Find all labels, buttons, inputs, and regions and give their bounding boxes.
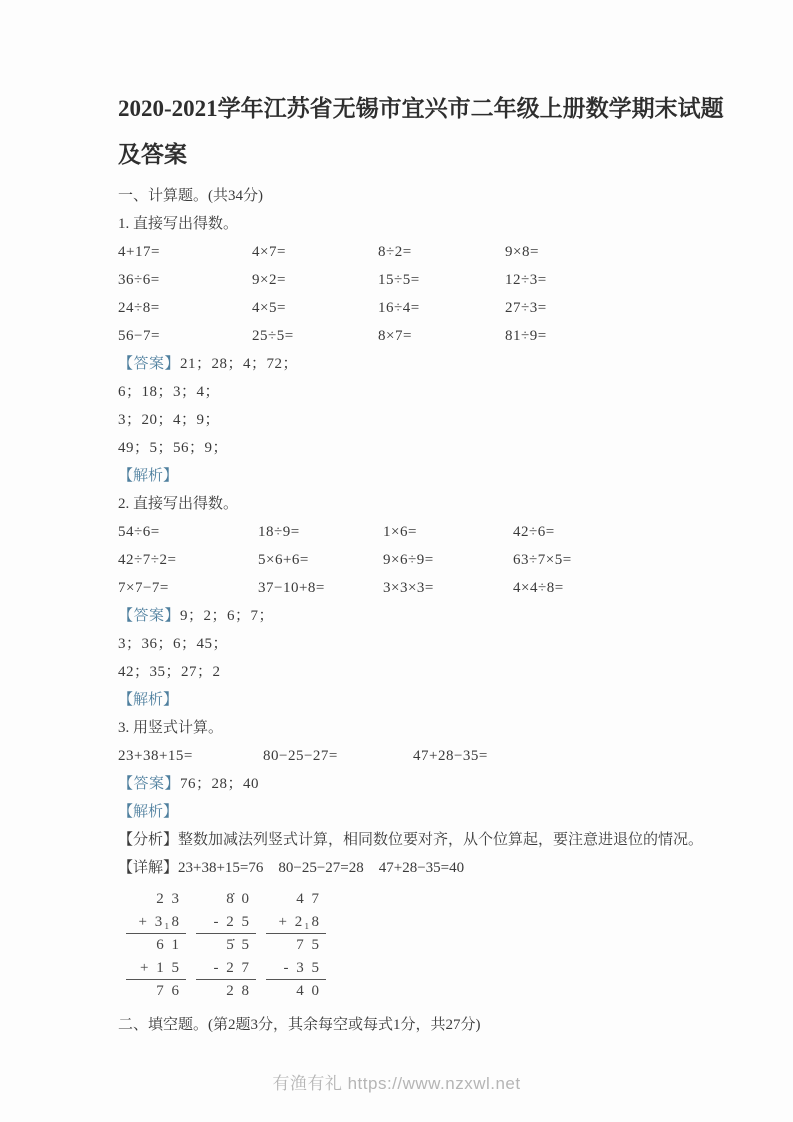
expression: 56−7= bbox=[118, 328, 160, 344]
answer-line: 49；5；56；9； bbox=[118, 440, 229, 456]
expression: 8÷2= bbox=[378, 244, 412, 260]
analysis-label: 【解析】 bbox=[118, 692, 179, 708]
vertical-calculations bbox=[118, 888, 726, 1003]
calc-grid-1 bbox=[118, 238, 726, 350]
answer-values: 21；28；4；72； bbox=[180, 356, 299, 372]
expression: 4×5= bbox=[252, 300, 286, 316]
expression: 15÷5= bbox=[378, 272, 420, 288]
footer-text: 有渔有礼 https://www.nzxwl.net bbox=[272, 1074, 521, 1093]
problem-2-label: 2. 直接写出得数。 bbox=[118, 496, 239, 512]
expression: 12÷3= bbox=[505, 272, 547, 288]
expression: 18÷9= bbox=[258, 524, 300, 540]
detail-line: 【详解】23+38+15=76 80−25−27=28 47+28−35=40 bbox=[118, 860, 465, 876]
answer-values: 9；2；6；7； bbox=[180, 608, 275, 624]
answer-line bbox=[118, 350, 726, 378]
vc-row: + 3₁8 bbox=[126, 911, 186, 934]
expression: 24÷8= bbox=[118, 300, 160, 316]
expression: 4+17= bbox=[118, 244, 160, 260]
analysis-label: 【解析】 bbox=[118, 804, 179, 820]
expression: 9×2= bbox=[252, 272, 286, 288]
expression: 42÷6= bbox=[513, 524, 555, 540]
expression: 27÷3= bbox=[505, 300, 547, 316]
answer-line bbox=[118, 602, 726, 630]
vc-row: + 1 5 bbox=[126, 957, 186, 980]
vc-row: 8̇ 0 bbox=[226, 891, 251, 907]
expression: 9×8= bbox=[505, 244, 539, 260]
page-footer bbox=[0, 1069, 793, 1094]
answer-values: 76；28；40 bbox=[180, 776, 260, 792]
vc-row: - 2 5 bbox=[196, 911, 256, 934]
analysis-line bbox=[118, 686, 726, 714]
vertical-calc-block bbox=[196, 888, 256, 1003]
expression: 80−25−27= bbox=[263, 748, 338, 764]
answer-line: 3；36；6；45； bbox=[118, 636, 229, 652]
analysis-text-line: 【分析】整数加减法列竖式计算，相同数位要对齐，从个位算起，要注意进退位的情况。 bbox=[118, 832, 704, 848]
calc-grid-2 bbox=[118, 518, 726, 602]
problem-1-label: 1. 直接写出得数。 bbox=[118, 216, 239, 232]
expression: 1×6= bbox=[383, 524, 417, 540]
expression: 36÷6= bbox=[118, 272, 160, 288]
expression: 4×7= bbox=[252, 244, 286, 260]
answer-line: 3；20；4；9； bbox=[118, 412, 221, 428]
expression-row bbox=[118, 742, 726, 770]
answer-label: 【答案】 bbox=[118, 608, 181, 624]
analysis-label: 【解析】 bbox=[118, 468, 179, 484]
expression: 54÷6= bbox=[118, 524, 160, 540]
answer-line: 6；18；3；4； bbox=[118, 384, 221, 400]
expression: 47+28−35= bbox=[413, 748, 488, 764]
problem-3-label: 3. 用竖式计算。 bbox=[118, 720, 224, 736]
expression: 3×3×3= bbox=[383, 580, 434, 596]
page-content bbox=[118, 0, 726, 1039]
analysis-line bbox=[118, 462, 726, 490]
expression: 4×4÷8= bbox=[513, 580, 564, 596]
expression: 63÷7×5= bbox=[513, 552, 572, 568]
expression: 23+38+15= bbox=[118, 748, 193, 764]
vc-row: 6 1 bbox=[156, 937, 181, 953]
vc-row: 5̇ 5 bbox=[226, 937, 251, 953]
vc-row: + 2₁8 bbox=[266, 911, 326, 934]
vc-row: 7 5 bbox=[296, 937, 321, 953]
vc-row: 2 3 bbox=[156, 891, 181, 907]
expression: 7×7−7= bbox=[118, 580, 169, 596]
vc-row: 4 0 bbox=[296, 983, 321, 999]
section-2-heading: 二、填空题。(第2题3分，其余每空或每式1分，共27分) bbox=[118, 1017, 481, 1033]
section-1-heading: 一、计算题。(共34分) bbox=[118, 188, 263, 204]
answer-label: 【答案】 bbox=[118, 776, 181, 792]
vertical-calc-block bbox=[126, 888, 186, 1003]
vc-row: 2 8 bbox=[226, 983, 251, 999]
expression: 9×6÷9= bbox=[383, 552, 434, 568]
expression: 81÷9= bbox=[505, 328, 547, 344]
vc-row: 4 7 bbox=[296, 891, 321, 907]
expression: 37−10+8= bbox=[258, 580, 325, 596]
answer-line: 42；35；27；2 bbox=[118, 664, 221, 680]
expression: 5×6+6= bbox=[258, 552, 309, 568]
vc-row: - 2 7 bbox=[196, 957, 256, 980]
answer-line bbox=[118, 770, 726, 798]
expression: 8×7= bbox=[378, 328, 412, 344]
answer-label: 【答案】 bbox=[118, 356, 181, 372]
vc-row: - 3 5 bbox=[266, 957, 326, 980]
expression: 42÷7÷2= bbox=[118, 552, 177, 568]
analysis-line bbox=[118, 798, 726, 826]
main-title: 2020-2021学年江苏省无锡市宜兴市二年级上册数学期末试题及答案 bbox=[118, 96, 724, 167]
vc-row: 7 6 bbox=[156, 983, 181, 999]
vertical-calc-block bbox=[266, 888, 326, 1003]
expression: 16÷4= bbox=[378, 300, 420, 316]
expression: 25÷5= bbox=[252, 328, 294, 344]
